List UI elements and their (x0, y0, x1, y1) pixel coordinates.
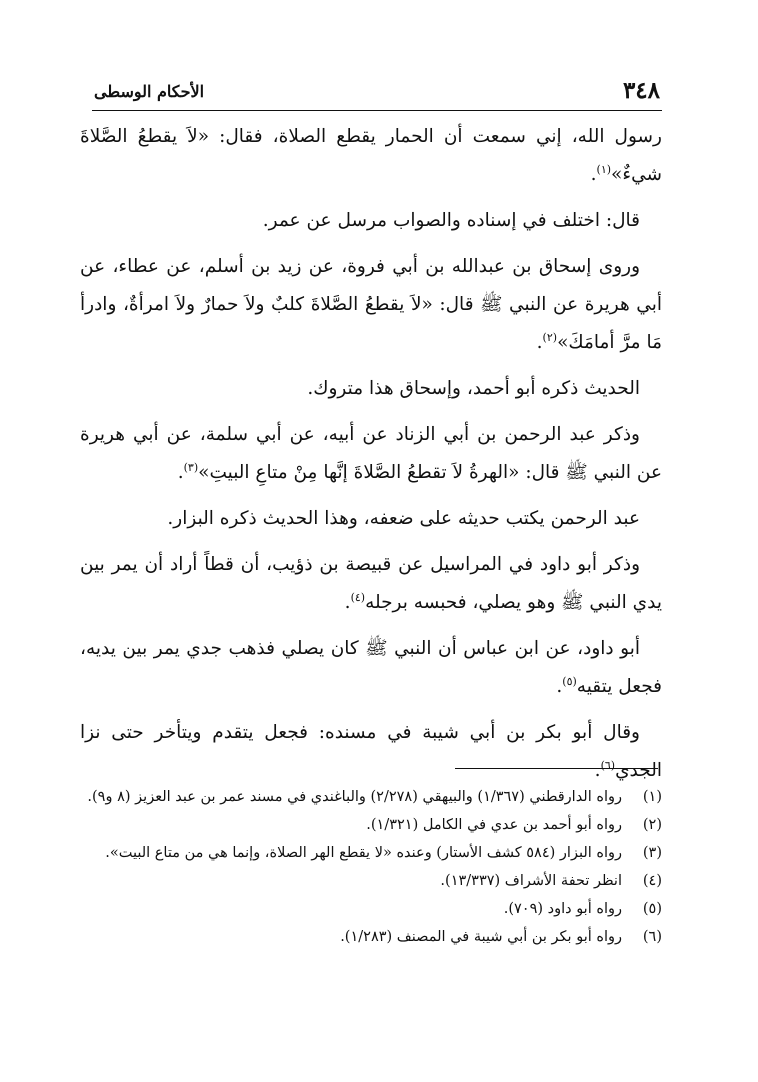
footnote-number: (٤) (642, 873, 662, 889)
footnote-text: رواه أبو داود (٧٠٩). (503, 901, 622, 917)
main-text (80, 118, 662, 798)
running-title: الأحكام الوسطى (94, 82, 205, 101)
footnote-ref: (٥) (562, 674, 577, 688)
paragraph: وروى إسحاق بن عبدالله بن أبي فروة، عن زيد بن أسلم، عن عطاء، عن أبي هريرة عن النبي ﷺ قال: «لاَ يقطعُ الصَّلاةَ كلبٌ ولاَ حمارٌ ولاَ امرأةٌ، وادرأ مَا مرَّ أمامَكَ»$^{(٢)}$. (80, 256, 662, 353)
footnotes (80, 784, 662, 952)
paragraph: رسول الله، إني سمعت أن الحمار يقطع الصلاة، فقال: «لاَ يقطعُ الصَّلاةَ شيءٌ»$^{(١)}$. (80, 126, 662, 185)
paragraph: قال: اختلف في إسناده والصواب مرسل عن عمر. (262, 210, 640, 231)
footnote-text: رواه أبو أحمد بن عدي في الكامل (١/٣٢١). (366, 817, 622, 833)
footnote-item (80, 896, 662, 923)
footnote-number: (٣) (642, 845, 662, 861)
footnote-text: رواه أبو بكر بن أبي شيبة في المصنف (١/٢٨٣). (340, 929, 622, 945)
footnote-text: انظر تحفة الأشراف (١٣/٣٣٧). (440, 873, 622, 889)
page-number: ٣٤٨ (622, 77, 660, 104)
footnote-item (80, 784, 662, 811)
paragraph: أبو داود، عن ابن عباس أن النبي ﷺ كان يصلي فذهب جدي يمر بين يديه، فجعل يتقيه$^{(٥)}$. (80, 638, 662, 697)
footnote-item (80, 924, 662, 951)
footnote-ref: (٦) (600, 758, 616, 772)
page-header (92, 74, 662, 111)
footnote-ref: (٣) (183, 460, 199, 474)
footnote-number: (٦) (642, 929, 662, 945)
footnote-ref: (١) (596, 162, 612, 176)
paragraph: عبد الرحمن يكتب حديثه على ضعفه، وهذا الحديث ذكره البزار. (167, 508, 640, 529)
footnote-item (80, 868, 662, 895)
footnote-text: رواه البزار (٥٨٤ كشف الأستار) وعنده «لا يقطع الهر الصلاة، وإنما هي من متاع البيت». (105, 845, 622, 861)
footnote-number: (٢) (642, 817, 662, 833)
footnote-ref: (٤) (350, 590, 366, 604)
paragraph: وذكر أبو داود في المراسيل عن قبيصة بن ذؤيب، أن قطاً أراد أن يمر بين يدي النبي ﷺ وهو يصلي، فحبسه برجله$^{(٤)}$. (80, 554, 662, 613)
paragraph: وذكر عبد الرحمن بن أبي الزناد عن أبيه، عن أبي سلمة، عن أبي هريرة عن النبي ﷺ قال: «الهرةُ لاَ تقطعُ الصَّلاةَ إنَّها مِنْ متاعِ البيتِ»$^{(٣)}$. (80, 424, 662, 483)
footnote-item (80, 812, 662, 839)
footnote-text: رواه الدارقطني (١/٣٦٧) والبيهقي (٢/٢٧٨) والباغندي في مسند عمر بن عبد العزيز (٨ و٩). (87, 789, 622, 805)
footnote-number: (١) (642, 789, 662, 805)
footnote-separator (455, 768, 658, 769)
footnote-ref: (٢) (542, 330, 558, 344)
paragraph: وقال أبو بكر بن أبي شيبة في مسنده: فجعل يتقدم ويتأخر حتى نزا الجدي$^{(٦)}$. (80, 722, 662, 781)
footnote-number: (٥) (642, 901, 662, 917)
footnote-item (80, 840, 662, 867)
paragraph: الحديث ذكره أبو أحمد، وإسحاق هذا متروك. (307, 378, 640, 399)
